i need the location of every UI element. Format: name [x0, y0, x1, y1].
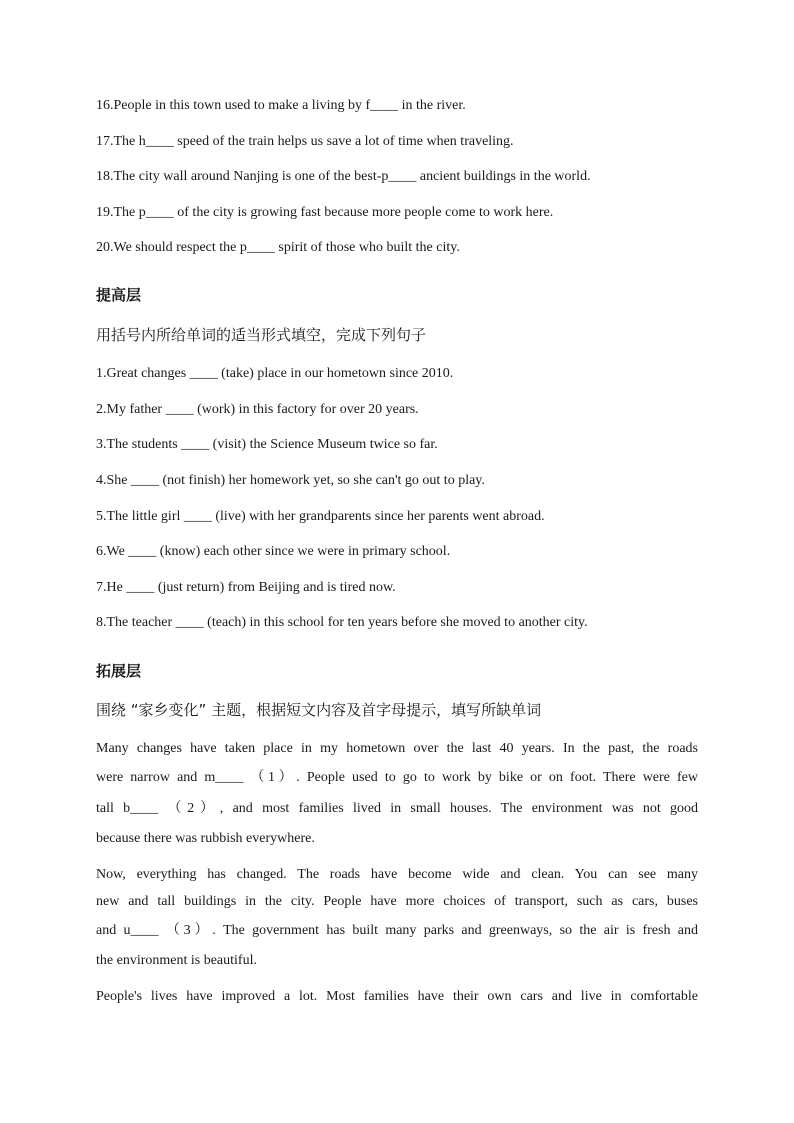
passage-line: tall b____ （2）, and most families lived in small houses. The environment was not good: [96, 801, 698, 816]
exercise-item-1: 1.Great changes ____ (take) place in our hometown since 2010.: [96, 366, 454, 381]
exercise-item-17: 17.The h____ speed of the train helps us save a lot of time when traveling.: [96, 134, 514, 149]
passage-line: and u____ （3）. The government has built many parks and greenways, so the air is fresh and: [96, 923, 698, 938]
passage-line: new and tall buildings in the city. People have more choices of transport, such as cars, buses: [96, 894, 698, 909]
exercise-item-20: 20.We should respect the p____ spirit of those who built the city.: [96, 240, 460, 255]
passage-line: Now, everything has changed. The roads have become wide and clean. You can see many: [96, 867, 698, 882]
section-instruction-improve: 用括号内所给单词的适当形式填空，完成下列句子: [96, 326, 427, 344]
exercise-item-5: 5.The little girl ____ (live) with her grandparents since her parents went abroad.: [96, 509, 545, 524]
exercise-item-2: 2.My father ____ (work) in this factory for over 20 years.: [96, 402, 419, 417]
exercise-item-7: 7.He ____ (just return) from Beijing and is tired now.: [96, 580, 396, 595]
exercise-item-4: 4.She ____ (not finish) her homework yet, so she can't go out to play.: [96, 473, 485, 488]
section-instruction-extend: 围绕 “家乡变化” 主题，根据短文内容及首字母提示，填写所缺单词: [96, 701, 542, 719]
passage-line: People's lives have improved a lot. Most families have their own cars and live in comfortable: [96, 989, 698, 1004]
passage-line: the environment is beautiful.: [96, 953, 257, 968]
section-heading-improve: 提高层: [96, 286, 142, 304]
exercise-item-19: 19.The p____ of the city is growing fast because more people come to work here.: [96, 205, 554, 220]
exercise-item-16: 16.People in this town used to make a living by f____ in the river.: [96, 98, 466, 113]
exercise-item-6: 6.We ____ (know) each other since we were in primary school.: [96, 544, 451, 559]
exercise-item-3: 3.The students ____ (visit) the Science Museum twice so far.: [96, 437, 438, 452]
passage-line: Many changes have taken place in my hometown over the last 40 years. In the past, the roads: [96, 741, 698, 756]
passage-line: were narrow and m____ （1）. People used to go to work by bike or on foot. There were few: [96, 770, 698, 785]
exercise-item-8: 8.The teacher ____ (teach) in this school for ten years before she moved to another city.: [96, 615, 588, 630]
section-heading-extend: 拓展层: [96, 662, 142, 680]
exercise-item-18: 18.The city wall around Nanjing is one of the best-p____ ancient buildings in the world.: [96, 169, 591, 184]
passage-line: because there was rubbish everywhere.: [96, 831, 315, 846]
